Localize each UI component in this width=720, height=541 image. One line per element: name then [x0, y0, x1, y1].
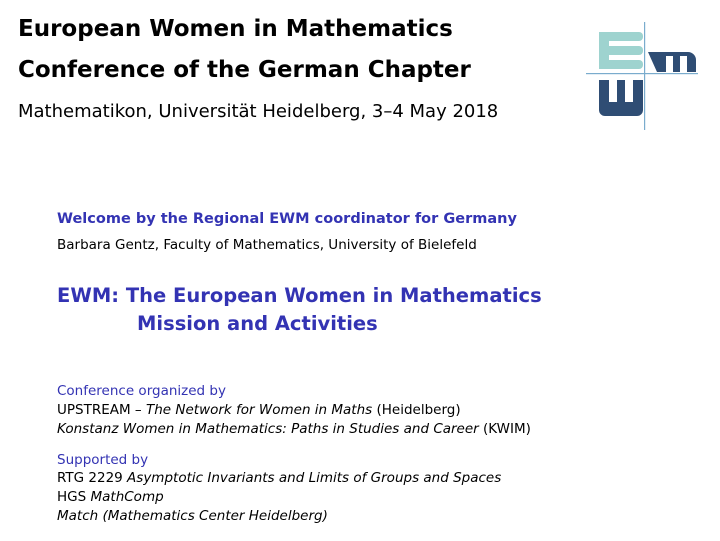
organizer-kwim — [57, 421, 531, 437]
subtitle: Mathematikon, Universität Heidelberg, 3–4 May 2018 — [18, 101, 499, 122]
supporter-rtg — [57, 470, 501, 486]
title-line-1: European Women in Mathematics — [18, 16, 453, 42]
organizer-upstream-name: The Network for Women in Maths — [145, 402, 373, 418]
supporter-match — [57, 508, 328, 524]
welcome-heading: Welcome by the Regional EWM coordinator for Germany — [57, 211, 517, 227]
organizer-upstream-prefix: UPSTREAM – — [57, 402, 146, 418]
organizer-kwim-suffix: (KWIM) — [478, 421, 531, 437]
organizer-kwim-name: Konstanz Women in Mathematics: Paths in Studies and Career — [57, 421, 479, 437]
supporter-rtg-prefix: RTG 2229 — [57, 470, 128, 486]
organizer-upstream-suffix: (Heidelberg) — [372, 402, 461, 418]
ewm-logo-icon — [586, 22, 698, 132]
talk-title-line-2: Mission and Activities — [137, 312, 378, 335]
organized-label: Conference organized by — [57, 383, 226, 399]
supporter-match-name: Match (Mathematics Center Heidelberg) — [57, 508, 328, 524]
organizer-upstream — [57, 402, 461, 418]
supporter-hgs-name: MathComp — [90, 489, 164, 505]
supported-label: Supported by — [57, 452, 149, 468]
supporter-hgs-prefix: HGS — [57, 489, 91, 505]
title-line-2: Conference of the German Chapter — [18, 57, 471, 83]
supporter-rtg-name: Asymptotic Invariants and Limits of Groups and Spaces — [127, 470, 502, 486]
welcome-speaker: Barbara Gentz, Faculty of Mathematics, University of Bielefeld — [57, 237, 477, 253]
talk-title-line-1: EWM: The European Women in Mathematics — [57, 284, 542, 307]
supporter-hgs — [57, 489, 164, 505]
